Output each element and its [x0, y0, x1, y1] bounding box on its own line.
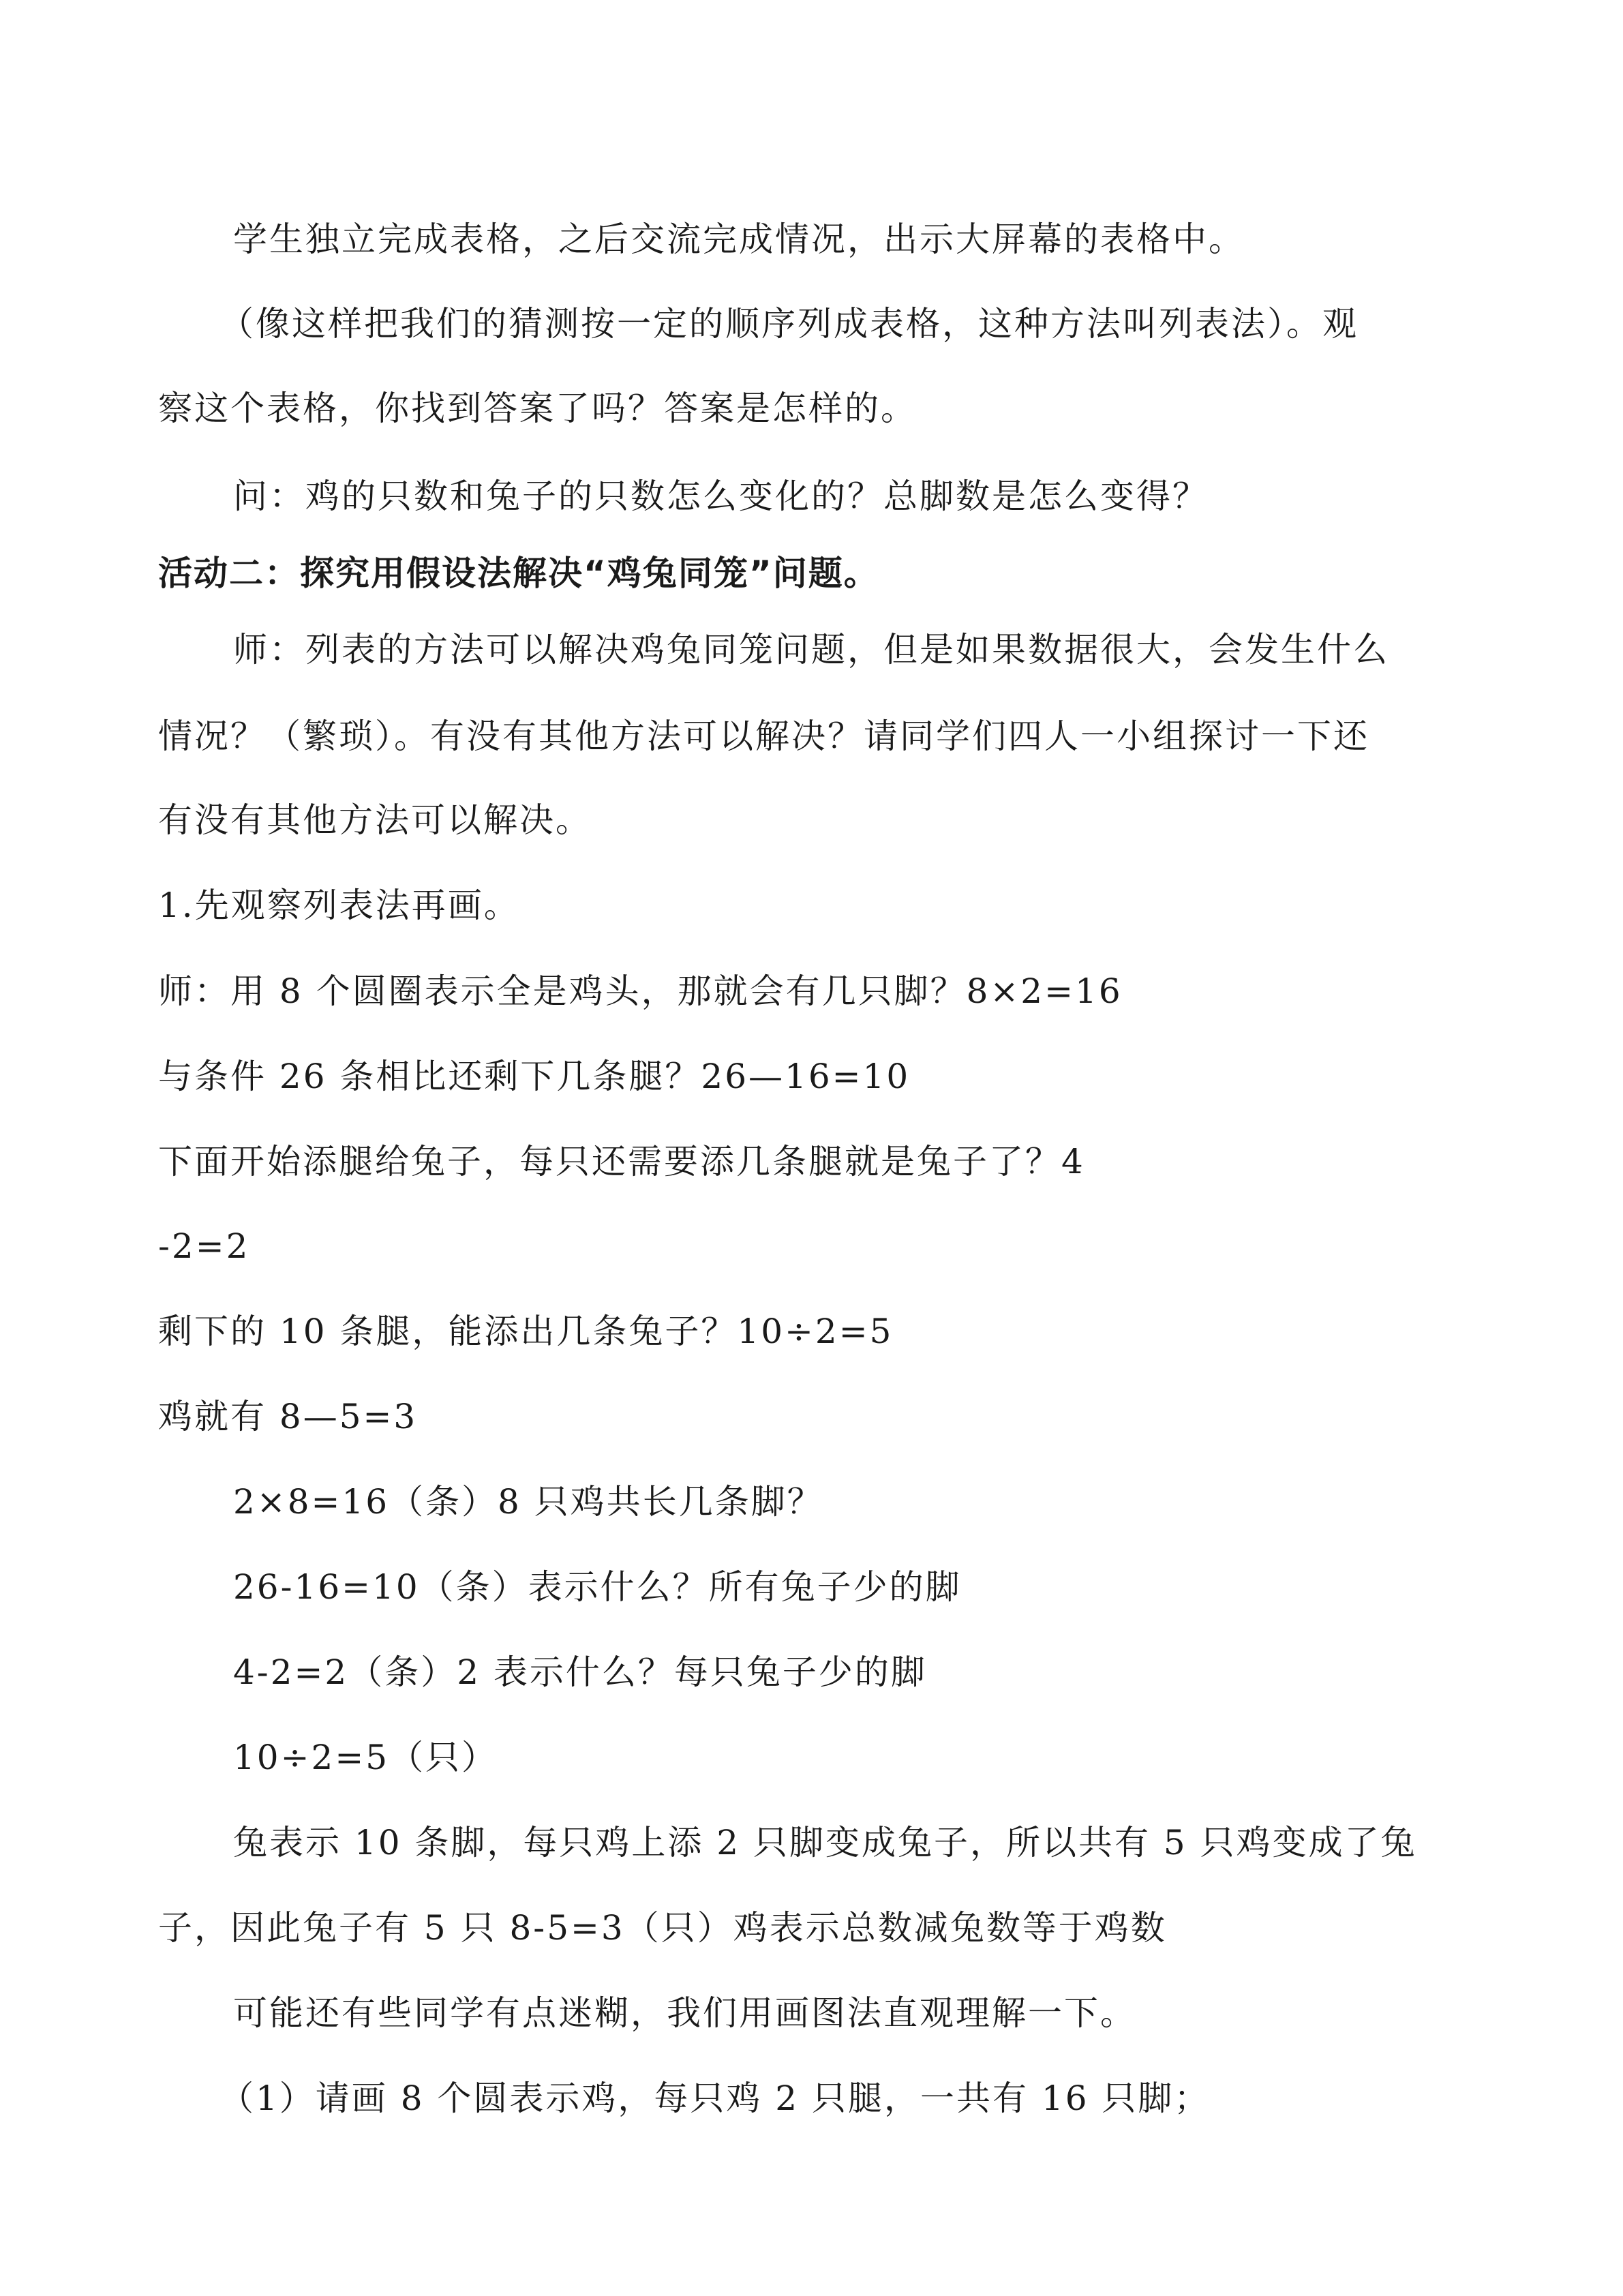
paragraph-line: （像这样把我们的猜测按一定的顺序列成表格，这种方法叫列表法）。观 [219, 304, 1359, 344]
paragraph-line: 察这个表格，你找到答案了吗？答案是怎样的。 [158, 389, 917, 428]
paragraph-line: 有没有其他方法可以解决。 [158, 800, 592, 840]
paragraph-line: 师：用 8 个圆圈表示全是鸡头，那就会有几只脚？8×2=16 [158, 971, 1123, 1011]
paragraph-line: 情况？（繁琐）。有没有其他方法可以解决？请同学们四人一小组探讨一下还 [158, 716, 1369, 756]
paragraph-line: 学生独立完成表格，之后交流完成情况，出示大屏幕的表格中。 [233, 220, 1245, 259]
paragraph-line: 26-16=10（条）表示什么？所有兔子少的脚 [233, 1567, 962, 1607]
paragraph-line: 师：列表的方法可以解决鸡兔同笼问题，但是如果数据很大，会发生什么 [233, 630, 1389, 669]
paragraph-line: 10÷2=5（只） [233, 1738, 498, 1777]
paragraph-line: 剩下的 10 条腿，能添出几条兔子？10÷2=5 [158, 1312, 894, 1351]
paragraph-line: 可能还有些同学有点迷糊，我们用画图法直观理解一下。 [233, 1993, 1136, 2033]
paragraph-line: 鸡就有 8—5=3 [158, 1397, 418, 1436]
paragraph-line: 子，因此兔子有 5 只 8-5=3（只）鸡表示总数减兔数等于鸡数 [158, 1908, 1167, 1948]
paragraph-line: （1）请画 8 个圆表示鸡，每只鸡 2 只腿，一共有 16 只脚； [219, 2079, 1211, 2118]
paragraph-line: 兔表示 10 条脚，每只鸡上添 2 只脚变成兔子，所以共有 5 只鸡变成了兔 [233, 1823, 1417, 1862]
section-heading: 活动二：探究用假设法解决“鸡兔同笼”问题。 [158, 554, 879, 593]
paragraph-line: 问：鸡的只数和兔子的只数怎么变化的？总脚数是怎么变得？ [233, 477, 1209, 516]
paragraph-line: 1.先观察列表法再画。 [158, 886, 520, 925]
paragraph-line: 下面开始添腿给兔子，每只还需要添几条腿就是兔子了？4 [158, 1142, 1085, 1181]
paragraph-line: 与条件 26 条相比还剩下几条腿？26—16=10 [158, 1057, 911, 1096]
paragraph-line: 2×8=16（条）8 只鸡共长几条脚？ [233, 1482, 823, 1522]
paragraph-line: -2=2 [158, 1226, 250, 1266]
paragraph-line: 4-2=2（条）2 表示什么？每只兔子少的脚 [233, 1652, 927, 1692]
